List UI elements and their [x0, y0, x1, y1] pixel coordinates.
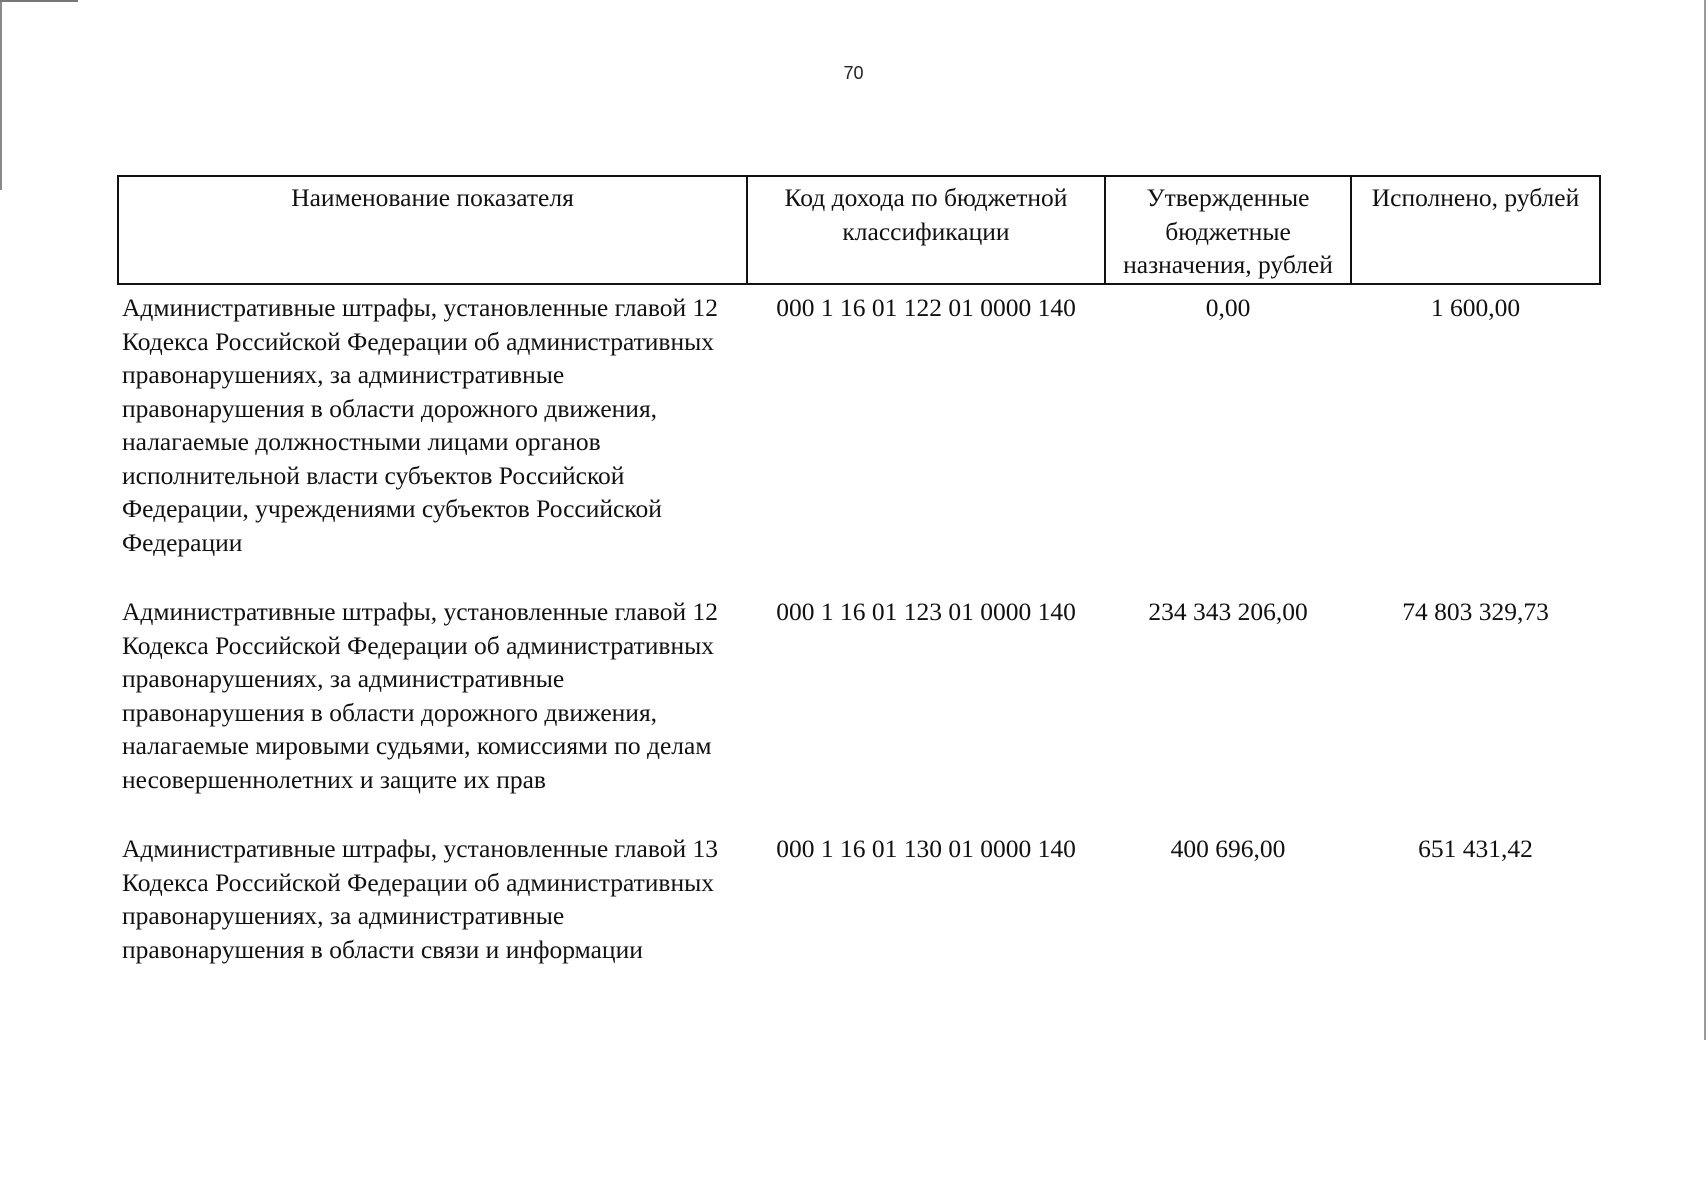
row-revenue-code: 000 1 16 01 130 01 0000 140 — [776, 834, 1076, 863]
header-executed: Исполнено, рублей — [1351, 176, 1600, 284]
row-revenue-code: 000 1 16 01 122 01 0000 140 — [776, 293, 1076, 322]
header-indicator-name: Наименование показателя — [118, 176, 747, 284]
table-row — [118, 593, 1600, 830]
table-body — [118, 284, 1600, 966]
row-indicator-name: Административные штрафы, установленные главой 13 Кодекса Российской Федерации об административных правонарушениях, за административные правонарушения в области связи и информации — [122, 834, 718, 964]
scan-edge-right — [1704, 0, 1706, 1040]
page-number: 70 — [843, 63, 864, 83]
header-revenue-code: Код дохода по бюджетной классификации — [747, 176, 1105, 284]
row-approved-amount: 0,00 — [1205, 293, 1251, 322]
scan-edge-top — [0, 0, 78, 2]
row-indicator-name: Административные штрафы, установленные главой 12 Кодекса Российской Федерации об административных правонарушениях, за административные правонарушения в области дорожного движения, налагаемые должностными лицами органов исполнительной власти субъектов Российской Федерации, учреждениями субъектов Российской Федерации — [122, 293, 718, 557]
row-executed-amount: 1 600,00 — [1430, 293, 1521, 322]
revenue-table — [117, 175, 1601, 966]
table-row — [118, 830, 1600, 966]
row-revenue-code: 000 1 16 01 123 01 0000 140 — [776, 597, 1076, 626]
header-row — [118, 176, 1600, 284]
row-approved-amount: 234 343 206,00 — [1148, 597, 1308, 626]
row-executed-amount: 651 431,42 — [1418, 834, 1533, 863]
table-row — [118, 284, 1600, 593]
row-indicator-name: Административные штрафы, установленные главой 12 Кодекса Российской Федерации об административных правонарушениях, за административные правонарушения в области дорожного движения, налагаемые мировыми судьями, комиссиями по делам несовершеннолетних и защите их прав — [122, 597, 718, 794]
header-approved-budget: Утвержденные бюджетные назначения, рублей — [1105, 176, 1351, 284]
table-header — [118, 176, 1600, 284]
row-executed-amount: 74 803 329,73 — [1402, 597, 1549, 626]
row-approved-amount: 400 696,00 — [1170, 834, 1286, 863]
scan-edge-left — [0, 0, 2, 190]
